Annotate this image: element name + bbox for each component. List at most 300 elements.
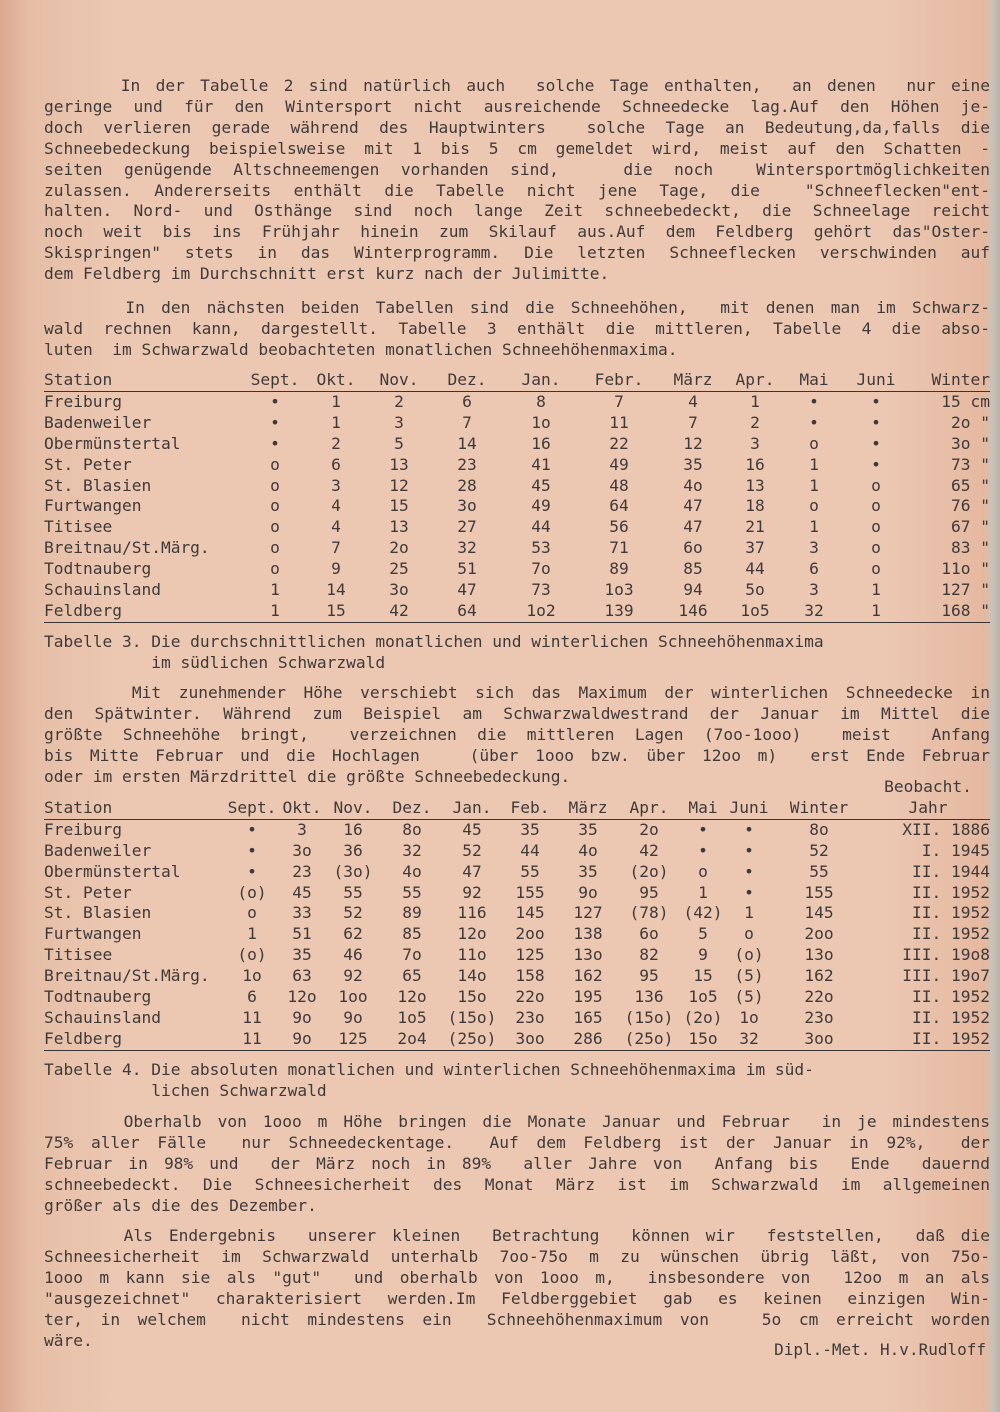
station-name: Feldberg: [44, 1029, 224, 1050]
text-line: noch weit bis ins Frühjahr hinein zum Skilauf aus.Auf dem Feldberg gehört das"Oster-: [44, 222, 990, 242]
column-header: März: [658, 370, 728, 391]
table-cell: 3oo: [502, 1029, 558, 1050]
table-row: [44, 841, 990, 862]
paragraph-2: [44, 298, 990, 361]
table-cell: II. 1944: [912, 861, 990, 881]
table-cell: 7: [462, 412, 472, 432]
table-row: [44, 945, 990, 966]
table-cell: 1: [750, 391, 760, 411]
column-header: Mai: [680, 798, 726, 819]
table-cell: II. 1952: [912, 1007, 990, 1027]
table-cell: o: [871, 538, 881, 558]
table-cell: 55: [809, 861, 829, 881]
column-header: Dez.: [382, 798, 442, 819]
table-cell: 14: [457, 433, 477, 453]
station-name: Titisee: [44, 945, 113, 965]
table-cell: 5: [698, 924, 708, 944]
table-cell: 52: [809, 840, 829, 860]
table-cell: 32: [402, 840, 422, 860]
table-cell: 12o: [457, 924, 487, 944]
table-cell: 3o: [457, 496, 477, 516]
station-name: Freiburg: [44, 819, 122, 839]
table-cell: 3oo: [772, 1029, 866, 1050]
table-cell: 9o: [343, 1007, 363, 1027]
text-line: den Spätwinter. Während zum Beispiel am Schwarzwaldwestrand der Januar im Mittel die: [44, 703, 990, 723]
column-header: Nov.: [366, 370, 432, 391]
table-cell: 6o: [683, 538, 703, 558]
table-row: [44, 924, 990, 945]
text-line: Skispringen" stets in das Winterprogramm. Die letzten Schneeflecken verschwinden auf: [44, 243, 990, 263]
table-cell: 45: [531, 475, 551, 495]
text-line: Schneesicherheit im Schwarzwald unterhalb 7oo-75o m zu wünschen übrig läßt, von 75o-: [44, 1246, 990, 1266]
table-cell: (5): [734, 987, 764, 1007]
table-cell: 2o4: [382, 1029, 442, 1050]
table-cell: (2o): [629, 861, 669, 881]
table-cell: 67 ": [951, 517, 990, 537]
table-cell: 63: [292, 966, 312, 986]
table-cell: 64: [609, 496, 629, 516]
table-cell: 7o: [402, 945, 422, 965]
table-cell: 12o: [397, 987, 427, 1007]
table-cell: 22o: [804, 987, 834, 1007]
table-cell: 1: [270, 580, 280, 600]
table-cell: 52: [462, 840, 482, 860]
column-header: Sept.: [224, 798, 280, 819]
table-cell: 44: [520, 840, 540, 860]
table-cell: 65 ": [951, 475, 990, 495]
table-cell: 71: [609, 538, 629, 558]
table-row: [44, 580, 990, 601]
table-cell: 8o: [809, 819, 829, 839]
text-line: "ausgezeichnet" charakterisiert werden.Im Feldberggebiet gab es keinen einzigen Win-: [44, 1288, 990, 1308]
table-row: [44, 476, 990, 497]
table-cell: 1o3: [604, 580, 634, 600]
table-cell: 9o: [280, 1029, 324, 1050]
table-cell: II. 1952: [912, 924, 990, 944]
table-cell: •: [871, 391, 881, 411]
column-header: Jan.: [502, 370, 580, 391]
table-cell: 11: [242, 1007, 262, 1027]
table-cell: 2o ": [951, 412, 990, 432]
table-cell: 4o: [683, 475, 703, 495]
table-cell: II. 1952: [912, 903, 990, 923]
table-cell: 1: [809, 475, 819, 495]
table-3: [44, 370, 990, 623]
table-cell: •: [247, 861, 257, 881]
table-cell: 15o: [457, 987, 487, 1007]
table-cell: 9o: [578, 882, 598, 902]
column-header: Nov.: [324, 798, 382, 819]
table-cell: 6: [462, 391, 472, 411]
table-cell: 18: [745, 496, 765, 516]
table-cell: o: [871, 517, 881, 537]
table-cell: (25o): [618, 1029, 680, 1050]
table-row: [44, 517, 990, 538]
table-4: [44, 777, 990, 1051]
table-cell: 55: [343, 882, 363, 902]
table-cell: 22o: [515, 987, 545, 1007]
column-header: Apr.: [618, 798, 680, 819]
table-cell: 3: [809, 538, 819, 558]
table-cell: 37: [745, 538, 765, 558]
table-cell: 13: [389, 454, 409, 474]
table-cell: 9o: [292, 1007, 312, 1027]
text-line: luten im Schwarzwald beobachteten monatlichen Schneehöhenmaxima.: [44, 339, 678, 359]
table-cell: 32: [726, 1029, 772, 1050]
table-cell: 53: [531, 538, 551, 558]
table-cell: o: [744, 924, 754, 944]
table-cell: 47: [683, 496, 703, 516]
paragraph-1: [44, 76, 990, 285]
column-header: Winter: [906, 370, 990, 391]
table-cell: (5): [734, 966, 764, 986]
column-header: Juni: [726, 798, 772, 819]
table-row: [44, 538, 990, 559]
table-cell: 42: [639, 840, 659, 860]
table-cell: 6: [331, 454, 341, 474]
table-cell: 47: [683, 517, 703, 537]
text-line: größer als die des Dezember.: [44, 1195, 317, 1215]
table-cell: 73 ": [951, 454, 990, 474]
table-cell: 4: [331, 496, 341, 516]
table-cell: 15: [306, 601, 366, 622]
table-cell: 92: [343, 966, 363, 986]
table-cell: 5: [394, 433, 404, 453]
table-cell: 4o: [402, 861, 422, 881]
table-cell: 8: [536, 391, 546, 411]
table-cell: 7: [688, 412, 698, 432]
table-cell: 41: [531, 454, 551, 474]
station-name: Furtwangen: [44, 496, 142, 516]
station-name: Obermünstertal: [44, 861, 181, 881]
table-cell: 125: [324, 1029, 382, 1050]
table-cell: 32: [457, 538, 477, 558]
table-cell: 145: [804, 903, 834, 923]
column-header: Okt.: [306, 370, 366, 391]
table-cell: 1: [809, 517, 819, 537]
table-row: [44, 496, 990, 517]
table-row: [44, 559, 990, 580]
text-line: 75% aller Fälle nur Schneedeckentage. Auf dem Feldberg ist der Januar in 92%, der: [44, 1132, 990, 1152]
table-cell: •: [270, 433, 280, 453]
text-line: In der Tabelle 2 sind natürlich auch solche Tage enthalten, an denen nur eine: [44, 76, 990, 95]
table-cell: 51: [457, 559, 477, 579]
table-cell: 45: [462, 819, 482, 839]
table-cell: 7: [614, 391, 624, 411]
table-cell: 7o: [531, 559, 551, 579]
table-cell: 45: [292, 882, 312, 902]
table-cell: 11: [224, 1029, 280, 1050]
table-cell: o: [871, 496, 881, 516]
table-cell: 4: [688, 391, 698, 411]
table-cell: 65: [402, 966, 422, 986]
table-cell: 55: [520, 861, 540, 881]
table-cell: 158: [515, 966, 545, 986]
table-row: [44, 601, 990, 622]
table-cell: 125: [515, 945, 545, 965]
table-cell: 1o2: [502, 601, 580, 622]
table-cell: 15: [693, 966, 713, 986]
table-cell: 5o: [745, 580, 765, 600]
station-name: Breitnau/St.Märg.: [44, 538, 210, 558]
table-cell: 9: [698, 945, 708, 965]
table-cell: 139: [580, 601, 658, 622]
text-line: doch verlieren gerade während des Hauptwinters solche Tage an Bedeutung,da,falls die: [44, 117, 990, 137]
station-name: St. Peter: [44, 454, 132, 474]
table-cell: 2: [394, 391, 404, 411]
table-cell: 1o5: [688, 987, 718, 1007]
table-cell: 165: [573, 1007, 603, 1027]
table-cell: •: [247, 819, 257, 839]
column-header-top: Beobacht.: [884, 777, 972, 796]
table-cell: 3o: [292, 840, 312, 860]
table-cell: o: [809, 433, 819, 453]
station-name: St. Blasien: [44, 903, 152, 923]
column-header: Febr.: [580, 370, 658, 391]
station-name: Todtnauberg: [44, 987, 152, 1007]
table-cell: (78): [629, 903, 669, 923]
table-cell: o: [270, 517, 280, 537]
station-name: Schauinsland: [44, 1007, 161, 1027]
table-cell: 25: [389, 559, 409, 579]
table-cell: 36: [343, 840, 363, 860]
table-cell: •: [247, 840, 257, 860]
table-cell: 49: [609, 454, 629, 474]
table-cell: II. 1952: [912, 987, 990, 1007]
column-header: Mai: [782, 370, 846, 391]
table-cell: 1: [247, 924, 257, 944]
text-line: Februar in 98% und der März noch in 89% aller Jahre von Anfang bis Ende dauernd: [44, 1153, 990, 1173]
table-cell: 35: [578, 861, 598, 881]
table-cell: (42): [683, 903, 723, 923]
table-cell: 6o: [639, 924, 659, 944]
table-cell: 3o ": [951, 433, 990, 453]
table-cell: •: [809, 412, 819, 432]
table-4-header: [44, 798, 990, 819]
table-cell: 3o: [389, 580, 409, 600]
table-cell: 73: [531, 580, 551, 600]
signature: Dipl.-Met. H.v.Rudloff: [774, 1340, 986, 1359]
table-cell: 15 cm: [941, 391, 990, 411]
table-cell: 2: [331, 433, 341, 453]
table-cell: o: [270, 454, 280, 474]
table-cell: 138: [573, 924, 603, 944]
table-row: [44, 391, 990, 412]
table-cell: 1o: [242, 966, 262, 986]
column-header: Station: [44, 798, 224, 819]
table-4-caption: Tabelle 4. Die absoluten monatlichen und winterlichen Schneehöhenmaxima im süd- lichen Schwarzwald: [44, 1060, 814, 1100]
table-cell: 9: [331, 559, 341, 579]
text-line: dem Feldberg im Durchschnitt erst kurz nach der Julimitte.: [44, 264, 610, 284]
table-cell: o: [871, 559, 881, 579]
table-cell: 44: [745, 559, 765, 579]
table-cell: 16: [343, 819, 363, 839]
table-cell: 62: [343, 924, 363, 944]
table-cell: 44: [531, 517, 551, 537]
table-cell: 127: [573, 903, 603, 923]
table-cell: 23: [292, 861, 312, 881]
station-name: Badenweiler: [44, 840, 152, 860]
column-header: Winter: [772, 798, 866, 819]
table-cell: 1o5: [397, 1007, 427, 1027]
table-cell: 1: [846, 601, 906, 622]
table-cell: 56: [609, 517, 629, 537]
table-cell: •: [871, 412, 881, 432]
column-header: Jahr: [866, 798, 990, 819]
table-cell: 23: [457, 454, 477, 474]
table-cell: 1o: [531, 412, 551, 432]
table-cell: 1: [331, 391, 341, 411]
table-cell: 1o: [739, 1007, 759, 1027]
table-cell: 94: [683, 580, 703, 600]
table-cell: •: [744, 819, 754, 839]
station-name: Badenweiler: [44, 412, 152, 432]
station-name: Todtnauberg: [44, 559, 152, 579]
table-cell: 82: [639, 945, 659, 965]
table-cell: 1: [244, 601, 306, 622]
table-cell: 16: [745, 454, 765, 474]
table-cell: 146: [658, 601, 728, 622]
text-line: seiten genügende Altschneemengen vorhanden sind, die noch Wintersportmöglichkeiten: [44, 159, 990, 179]
table-cell: 64: [432, 601, 502, 622]
table-cell: XII. 1886: [902, 819, 990, 839]
table-cell: 35: [683, 454, 703, 474]
column-header: Station: [44, 370, 244, 391]
table-3-body: [44, 391, 990, 622]
table-cell: II. 1952: [912, 882, 990, 902]
text-line: ter, in welchem nicht mindestens ein Schneehöhenmaximum von 5o cm erreicht worden: [44, 1309, 990, 1329]
table-cell: 83 ": [951, 538, 990, 558]
station-name: Titisee: [44, 517, 113, 537]
table-cell: 2oo: [515, 924, 545, 944]
table-cell: o: [270, 559, 280, 579]
table-cell: o: [698, 861, 708, 881]
table-cell: 35: [292, 945, 312, 965]
table-4-body: [44, 819, 990, 1050]
text-line: größte Schneehöhe bringt, verzeichnen die mittleren Lagen (7oo-1ooo) meist Anfang: [44, 724, 990, 744]
table-cell: •: [270, 391, 280, 411]
column-header: März: [558, 798, 618, 819]
table-cell: 6: [247, 987, 257, 1007]
table-row: [44, 903, 990, 924]
table-cell: 162: [804, 966, 834, 986]
table-cell: 3: [750, 433, 760, 453]
column-header: Sept.: [244, 370, 306, 391]
table-cell: I. 1945: [921, 840, 990, 860]
table-cell: (o): [237, 882, 267, 902]
table-cell: 55: [402, 882, 422, 902]
table-cell: 1: [809, 454, 819, 474]
text-line: oder im ersten Märzdrittel die größte Schneebedeckung.: [44, 766, 571, 786]
table-cell: 13: [745, 475, 765, 495]
paragraph-3: [44, 683, 990, 788]
table-3-caption: Tabelle 3. Die durchschnittlichen monatlichen und winterlichen Schneehöhenmaxima im südlichen Schwarzwald: [44, 632, 824, 672]
table-cell: 3: [394, 412, 404, 432]
table-cell: •: [744, 840, 754, 860]
table-cell: (3o): [333, 861, 373, 881]
table-row: [44, 434, 990, 455]
column-header: Feb.: [502, 798, 558, 819]
table-cell: o: [871, 475, 881, 495]
table-cell: III. 19o8: [902, 945, 990, 965]
table-row: [44, 819, 990, 840]
table-cell: 4o: [578, 840, 598, 860]
text-line: geringe und für den Wintersport nicht ausreichende Schneedecke lag.Auf den Höhen je-: [44, 96, 990, 116]
table-cell: 3: [809, 580, 819, 600]
table-cell: •: [270, 412, 280, 432]
table-cell: 47: [462, 861, 482, 881]
table-cell: o: [809, 496, 819, 516]
table-cell: 51: [292, 924, 312, 944]
text-line: bis Mitte Februar und die Hochlagen (über 1ooo bzw. über 12oo m) erst Ende Februar: [44, 745, 990, 765]
text-line: wäre.: [44, 1330, 93, 1350]
column-header: Jan.: [442, 798, 502, 819]
text-line: Oberhalb von 1ooo m Höhe bringen die Monate Januar und Februar in je mindestens: [44, 1112, 990, 1131]
table-cell: 162: [573, 966, 603, 986]
text-line: 1ooo m kann sie als "gut" und oberhalb von 1ooo m, insbesondere von 12oo m an als: [44, 1267, 990, 1287]
table-cell: 46: [343, 945, 363, 965]
table-cell: 95: [639, 882, 659, 902]
table-cell: 136: [634, 987, 664, 1007]
table-cell: 33: [292, 903, 312, 923]
table-cell: 1: [698, 882, 708, 902]
table-row: [44, 1008, 990, 1029]
table-cell: 11o: [457, 945, 487, 965]
station-name: Freiburg: [44, 391, 122, 411]
table-cell: 76 ": [951, 496, 990, 516]
table-cell: •: [744, 882, 754, 902]
table-cell: o: [247, 903, 257, 923]
table-3-header: [44, 370, 990, 391]
column-header: Okt.: [280, 798, 324, 819]
table-cell: (2o): [683, 1007, 723, 1027]
table-cell: 1: [744, 903, 754, 923]
table-cell: 2oo: [804, 924, 834, 944]
table-cell: 92: [462, 882, 482, 902]
table-cell: (o): [237, 945, 267, 965]
table-cell: 13o: [804, 945, 834, 965]
text-line: zulassen. Andererseits enthält die Tabelle nicht jene Tage, die "Schneeflecken"ent-: [44, 180, 990, 200]
table-cell: 14: [326, 580, 346, 600]
table-cell: 145: [515, 903, 545, 923]
station-name: Breitnau/St.Märg.: [44, 966, 210, 986]
table-cell: 15: [389, 496, 409, 516]
table-cell: 35: [520, 819, 540, 839]
column-header: Apr.: [728, 370, 782, 391]
table-row: [44, 1029, 990, 1050]
table-cell: 1o5: [728, 601, 782, 622]
table-cell: 168 ": [906, 601, 990, 622]
text-line: wald rechnen kann, dargestellt. Tabelle 3 enthält die mittleren, Tabelle 4 die abso-: [44, 318, 990, 338]
table-cell: 6: [809, 559, 819, 579]
table-cell: 1oo: [338, 987, 368, 1007]
table-cell: 35: [578, 819, 598, 839]
table-row: [44, 862, 990, 883]
table-cell: 47: [457, 580, 477, 600]
table-cell: 2o: [639, 819, 659, 839]
table-cell: •: [698, 840, 708, 860]
table-cell: 195: [573, 987, 603, 1007]
table-cell: 13: [389, 517, 409, 537]
table-cell: 49: [531, 496, 551, 516]
table-cell: III. 19o7: [902, 966, 990, 986]
station-name: Furtwangen: [44, 924, 142, 944]
table-cell: 7: [331, 538, 341, 558]
table-cell: 116: [457, 903, 487, 923]
table-cell: o: [270, 475, 280, 495]
table-cell: 4: [331, 517, 341, 537]
table-cell: 2: [750, 412, 760, 432]
